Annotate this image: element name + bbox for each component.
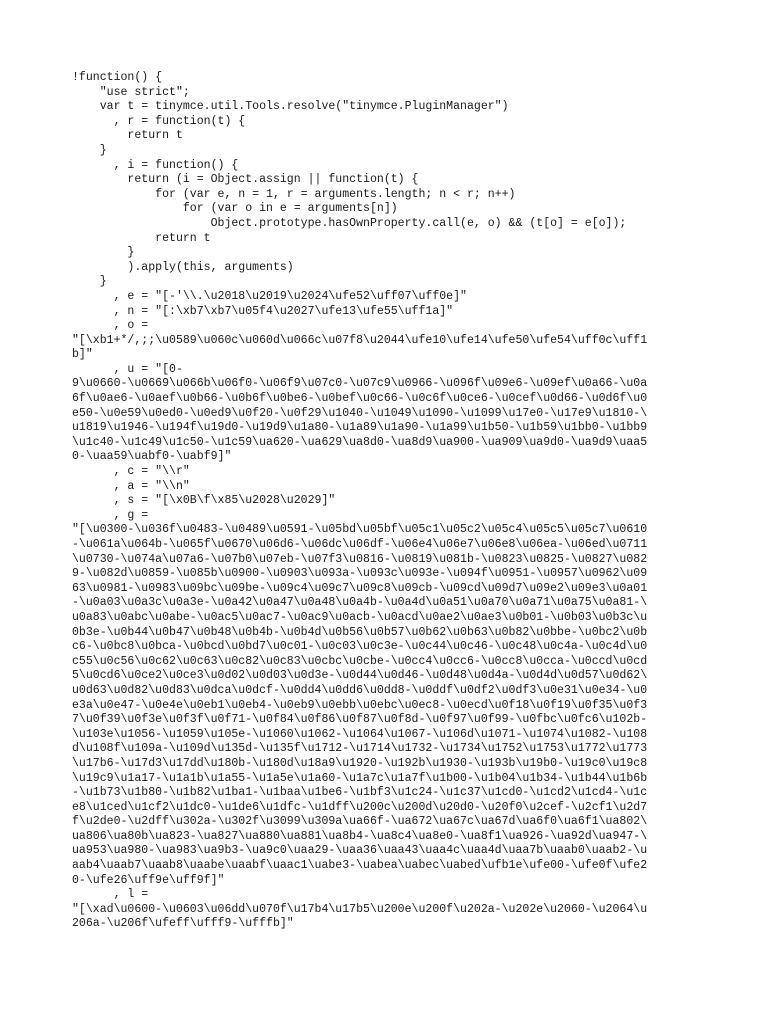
code-line: 206a-\u206f\ufeff\ufff9-\ufffb]" xyxy=(72,917,294,931)
code-line: , a = "\\n" xyxy=(72,479,190,493)
code-line: , i = function() { xyxy=(72,158,239,172)
code-line: \u17b6-\u17d3\u17dd\u180b-\u180d\u18a9\u1920-\u192b\u1930-\u193b\u19b0-\u19c0\u19c8 xyxy=(72,756,648,770)
code-line: , l = xyxy=(72,888,149,902)
code-line: 5\u0cd6\u0ce2\u0ce3\u0d02\u0d03\u0d3e-\u0d44\u0d46-\u0d48\u0d4a-\u0d4d\u0d57\u0d62\ xyxy=(72,669,648,683)
code-line: , g = xyxy=(72,508,149,522)
code-line: u0a83\u0abc\u0abe-\u0ac5\u0ac7-\u0ac9\u0acb-\u0acd\u0ae2\u0ae3\u0b01-\u0b03\u0b3c\u xyxy=(72,610,648,624)
code-line: "use strict"; xyxy=(72,85,190,99)
code-line: , o = xyxy=(72,319,149,333)
code-line: -\u1b73\u1b80-\u1b82\u1ba1-\u1baa\u1be6-\u1bf3\u1c24-\u1c37\u1cd0-\u1cd2\u1cd4-\u1c xyxy=(72,786,648,800)
code-document xyxy=(72,71,704,932)
code-line: return t xyxy=(72,231,211,245)
code-line: 0-\uaa59\uabf0-\uabf9]" xyxy=(72,450,232,464)
code-line: Object.prototype.hasOwnProperty.call(e, o) && (t[o] = e[o]); xyxy=(72,216,627,230)
code-line: for (var o in e = arguments[n]) xyxy=(72,202,398,216)
code-line: ).apply(this, arguments) xyxy=(72,260,294,274)
code-line: f\u2de0-\u2dff\u302a-\u302f\u3099\u309a\ua66f-\ua672\ua67c\ua67d\ua6f0\ua6f1\ua802\ xyxy=(72,815,648,829)
code-line: , c = "\\r" xyxy=(72,465,190,479)
code-line: \u19c9\u1a17-\u1a1b\u1a55-\u1a5e\u1a60-\u1a7c\u1a7f\u1b00-\u1b04\u1b34-\u1b44\u1b6b xyxy=(72,771,648,785)
code-line: \u0730-\u074a\u07a6-\u07b0\u07eb-\u07f3\u0816-\u0819\u081b-\u0823\u0825-\u0827\u082 xyxy=(72,552,648,566)
code-line: aab4\uaab7\uaab8\uaabe\uaabf\uaac1\uabe3-\uabea\uabec\uabed\ufb1e\ufe00-\ufe0f\ufe2 xyxy=(72,859,648,873)
code-line: e50-\u0e59\u0ed0-\u0ed9\u0f20-\u0f29\u1040-\u1049\u1090-\u1099\u17e0-\u17e9\u1810-\ xyxy=(72,406,648,420)
code-line: d\u108f\u109a-\u109d\u135d-\u135f\u1712-\u1714\u1732-\u1734\u1752\u1753\u1772\u1773 xyxy=(72,742,648,756)
code-line: } xyxy=(72,143,107,157)
code-line: , u = "[0- xyxy=(72,362,183,376)
code-line: c55\u0c56\u0c62\u0c63\u0c82\u0c83\u0cbc\u0cbe-\u0cc4\u0cc6-\u0cc8\u0cca-\u0ccd\u0cd xyxy=(72,654,648,668)
code-line: ua953\ua980-\ua983\ua9b3-\ua9c0\uaa29-\uaa36\uaa43\uaa4c\uaa4d\uaa7b\uaab0\uaab2-\u xyxy=(72,844,648,858)
code-line: , e = "[-'\\.\u2018\u2019\u2024\ufe52\uff07\uff0e]" xyxy=(72,289,467,303)
code-line: !function() { xyxy=(72,71,163,84)
code-line: 0b3e-\u0b44\u0b47\u0b48\u0b4b-\u0b4d\u0b56\u0b57\u0b62\u0b63\u0b82\u0bbe-\u0bc2\u0b xyxy=(72,625,648,639)
code-line: "[\xad\u0600-\u0603\u06dd\u070f\u17b4\u17b5\u200e\u200f\u202a-\u202e\u2060-\u2064\u xyxy=(72,902,648,916)
code-line: -\u0a03\u0a3c\u0a3e-\u0a42\u0a47\u0a48\u0a4b-\u0a4d\u0a51\u0a70\u0a71\u0a75\u0a81-\ xyxy=(72,596,648,610)
code-line: 0-\ufe26\uff9e\uff9f]" xyxy=(72,873,225,887)
code-line: , s = "[\x0B\f\x85\u2028\u2029]" xyxy=(72,494,336,508)
code-line: var t = tinymce.util.Tools.resolve("tinymce.PluginManager") xyxy=(72,100,509,114)
code-line: return (i = Object.assign || function(t) { xyxy=(72,173,419,187)
code-line: } xyxy=(72,275,107,289)
code-line: b]" xyxy=(72,348,93,362)
code-line: } xyxy=(72,246,135,260)
code-line: for (var e, n = 1, r = arguments.length; n < r; n++) xyxy=(72,187,516,201)
code-line: \u103e\u1056-\u1059\u105e-\u1060\u1062-\u1064\u1067-\u106d\u1071-\u1074\u1082-\u108 xyxy=(72,727,648,741)
code-line: 7\u0f39\u0f3e\u0f3f\u0f71-\u0f84\u0f86\u0f87\u0f8d-\u0f97\u0f99-\u0fbc\u0fc6\u102b- xyxy=(72,713,648,727)
code-line: , n = "[:\xb7\xb7\u05f4\u2027\ufe13\ufe55\uff1a]" xyxy=(72,304,454,318)
code-line: 63\u0981-\u0983\u09bc\u09be-\u09c4\u09c7\u09c8\u09cb-\u09cd\u09d7\u09e2\u09e3\u0a01 xyxy=(72,581,648,595)
code-line: e3a\u0e47-\u0e4e\u0eb1\u0eb4-\u0eb9\u0ebb\u0ebc\u0ec8-\u0ecd\u0f18\u0f19\u0f35\u0f3 xyxy=(72,698,648,712)
code-line: , r = function(t) { xyxy=(72,114,246,128)
code-line: ua806\ua80b\ua823-\ua827\ua880\ua881\ua8b4-\ua8c4\ua8e0-\ua8f1\ua926-\ua92d\ua947-\ xyxy=(72,829,648,843)
code-line: e8\u1ced\u1cf2\u1dc0-\u1de6\u1dfc-\u1dff\u200c\u200d\u20d0-\u20f0\u2cef-\u2cf1\u2d7 xyxy=(72,800,648,814)
code-line: "[\u0300-\u036f\u0483-\u0489\u0591-\u05bd\u05bf\u05c1\u05c2\u05c4\u05c5\u05c7\u0610 xyxy=(72,523,648,537)
code-line: 9-\u082d\u0859-\u085b\u0900-\u0903\u093a-\u093c\u093e-\u094f\u0951-\u0957\u0962\u09 xyxy=(72,567,648,581)
code-line: c6-\u0bc8\u0bca-\u0bcd\u0bd7\u0c01-\u0c03\u0c3e-\u0c44\u0c46-\u0c48\u0c4a-\u0c4d\u0 xyxy=(72,640,648,654)
code-line: \u1c40-\u1c49\u1c50-\u1c59\ua620-\ua629\ua8d0-\ua8d9\ua900-\ua909\ua9d0-\ua9d9\uaa5 xyxy=(72,435,648,449)
code-line: -\u061a\u064b-\u065f\u0670\u06d6-\u06dc\u06df-\u06e4\u06e7\u06e8\u06ea-\u06ed\u0711 xyxy=(72,538,648,551)
code-line: 9\u0660-\u0669\u066b\u06f0-\u06f9\u07c0-\u07c9\u0966-\u096f\u09e6-\u09ef\u0a66-\u0a xyxy=(72,377,648,391)
code-line: "[\xb1+*/,;;\u0589\u060c\u060d\u066c\u07f8\u2044\ufe10\ufe14\ufe50\ufe54\uff0c\uff1 xyxy=(72,333,648,347)
code-line: u1819\u1946-\u194f\u19d0-\u19d9\u1a80-\u1a89\u1a90-\u1a99\u1b50-\u1b59\u1bb0-\u1bb9 xyxy=(72,421,648,435)
code-line: return t xyxy=(72,129,183,143)
code-line: u0d63\u0d82\u0d83\u0dca\u0dcf-\u0dd4\u0dd6\u0dd8-\u0ddf\u0df2\u0df3\u0e31\u0e34-\u0 xyxy=(72,683,648,697)
code-line: 6f\u0ae6-\u0aef\u0b66-\u0b6f\u0be6-\u0bef\u0c66-\u0c6f\u0ce6-\u0cef\u0d66-\u0d6f\u0 xyxy=(72,392,648,406)
